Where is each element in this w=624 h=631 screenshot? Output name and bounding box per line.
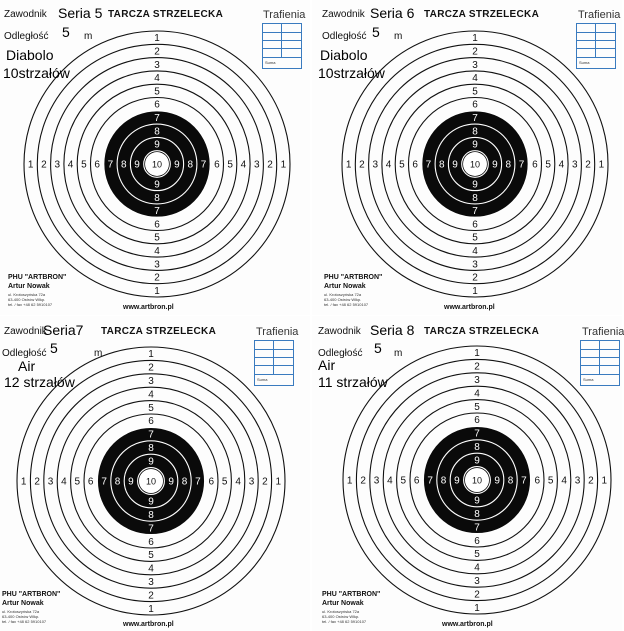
ring-number: 6 <box>148 536 154 548</box>
ring-number: 8 <box>507 475 514 487</box>
vendor-city: 63-400 Ostrów Wlkp. <box>324 297 362 302</box>
ring-number: 1 <box>474 348 480 360</box>
ring-number: 5 <box>221 476 228 488</box>
ring-number: 9 <box>128 476 134 488</box>
ring-number: 3 <box>474 375 480 386</box>
ring-number: 1 <box>598 159 605 171</box>
ring-number: 7 <box>521 475 527 487</box>
distance-label: Odległość <box>2 348 47 359</box>
ring-number: 1 <box>472 285 478 297</box>
ring-number: 7 <box>107 159 114 171</box>
ring-number: 9 <box>454 475 460 487</box>
hits-label: Trafienia <box>263 9 306 21</box>
ring-number: 8 <box>120 159 127 171</box>
vendor-owner: Artur Nowak <box>322 600 364 607</box>
hits-table <box>580 340 620 386</box>
ring-number: 5 <box>474 401 480 413</box>
hits-table <box>254 340 294 386</box>
ring-number: 1 <box>472 33 478 45</box>
ring-number: 1 <box>601 475 608 487</box>
ring-number: 2 <box>154 272 160 284</box>
target-panel-4 <box>312 316 622 631</box>
ring-number: 8 <box>187 159 194 171</box>
ring-number: 9 <box>452 159 458 171</box>
ring-number: 8 <box>505 159 512 171</box>
ring-number: 3 <box>54 159 61 171</box>
target-rings <box>312 316 622 631</box>
ring-number: 4 <box>154 245 160 257</box>
series-label: Seria 5 <box>58 5 103 21</box>
distance-unit: m <box>84 31 93 42</box>
ring-number: 2 <box>588 475 594 487</box>
ring-number: 3 <box>248 476 255 488</box>
ring-number: 4 <box>472 245 478 257</box>
ring-number: 7 <box>148 523 154 535</box>
ring-number: 6 <box>472 219 478 231</box>
hits-table <box>576 23 616 69</box>
ring-number: 4 <box>235 476 241 488</box>
shooter-label: Zawodnik <box>4 9 47 20</box>
pellet-label: Air <box>318 357 336 373</box>
ring-number: 7 <box>200 159 207 171</box>
ring-number-10: 10 <box>471 475 483 486</box>
pellet-label: Diabolo <box>320 47 368 63</box>
ring-number: 3 <box>574 475 581 487</box>
ring-number: 5 <box>472 232 478 244</box>
ring-number: 5 <box>154 232 160 244</box>
distance-value: 5 <box>374 340 382 356</box>
ring-number: 5 <box>399 159 405 171</box>
ring-number: 4 <box>472 73 478 85</box>
ring-number: 6 <box>154 219 160 231</box>
ring-number: 6 <box>474 535 480 547</box>
distance-value: 5 <box>50 340 58 356</box>
ring-number: 4 <box>154 73 160 85</box>
ring-number: 8 <box>438 159 445 171</box>
ring-number: 5 <box>81 159 87 171</box>
ring-number: 1 <box>27 159 34 171</box>
ring-number: 5 <box>474 549 480 561</box>
ring-number: 3 <box>47 476 54 488</box>
ring-number: 6 <box>94 159 100 171</box>
ring-number: 3 <box>148 376 154 387</box>
ring-number: 7 <box>472 112 478 124</box>
vendor-name: PHU "ARTBRON" <box>324 274 383 281</box>
ring-number-10: 10 <box>145 476 157 487</box>
ring-number: 9 <box>154 179 160 191</box>
vendor-owner: Artur Nowak <box>324 283 366 290</box>
ring-number: 2 <box>267 159 273 171</box>
vendor-name: PHU "ARTBRON" <box>2 591 61 598</box>
ring-number: 8 <box>440 475 447 487</box>
ring-number: 8 <box>154 192 160 204</box>
distance-label: Odległość <box>318 348 363 359</box>
ring-number: 2 <box>148 362 154 374</box>
ring-number: 1 <box>154 285 160 297</box>
ring-number: 6 <box>87 476 94 488</box>
ring-number: 3 <box>154 259 160 271</box>
series-label: Seria 8 <box>370 322 415 338</box>
ring-number: 9 <box>474 495 480 507</box>
ring-number: 1 <box>148 603 154 615</box>
ring-number: 3 <box>474 576 480 587</box>
distance-unit: m <box>394 348 403 359</box>
sum-label: Suma <box>257 377 268 382</box>
ring-number: 5 <box>547 475 554 487</box>
distance-label: Odległość <box>4 31 49 42</box>
vendor-phone: tel. / fax +48 62 5910107 <box>2 619 47 624</box>
ring-number: 2 <box>474 361 480 373</box>
ring-number: 5 <box>154 86 160 98</box>
ring-number: 8 <box>472 126 478 138</box>
ring-number-10: 10 <box>151 159 163 170</box>
sum-label: Suma <box>265 60 276 65</box>
ring-number: 2 <box>585 159 591 171</box>
vendor-name: PHU "ARTBRON" <box>8 274 67 281</box>
hits-table <box>262 23 302 69</box>
ring-number: 8 <box>148 443 154 454</box>
ring-number: 6 <box>214 159 220 171</box>
ring-number: 4 <box>148 389 154 401</box>
ring-number: 6 <box>532 159 538 171</box>
ring-number: 1 <box>275 476 282 488</box>
ring-number: 3 <box>253 159 260 171</box>
ring-number: 6 <box>534 475 541 487</box>
ring-number: 7 <box>425 159 432 171</box>
ring-number: 4 <box>61 476 67 488</box>
ring-number: 5 <box>472 86 478 98</box>
ring-number: 9 <box>154 139 160 151</box>
target-title: TARCZA STRZELECKA <box>424 9 540 20</box>
distance-label: Odległość <box>322 31 367 42</box>
ring-number: 8 <box>114 476 121 488</box>
ring-number: 5 <box>148 402 154 414</box>
ring-number: 6 <box>148 416 154 428</box>
ring-number: 8 <box>474 442 480 453</box>
ring-number: 9 <box>134 159 140 171</box>
ring-number: 5 <box>400 475 407 487</box>
ring-number: 7 <box>427 475 433 487</box>
ring-number: 4 <box>148 563 154 575</box>
ring-number: 2 <box>472 272 478 284</box>
pellet-label: Diabolo <box>6 47 54 63</box>
shooter-label: Zawodnik <box>4 326 47 337</box>
ring-number: 7 <box>472 206 478 218</box>
ring-number: 7 <box>518 159 525 171</box>
ring-number: 6 <box>472 99 478 111</box>
ring-number: 5 <box>545 159 551 171</box>
distance-unit: m <box>394 31 403 42</box>
ring-number: 8 <box>181 476 188 488</box>
ring-number: 1 <box>154 33 160 45</box>
ring-number: 3 <box>373 475 380 487</box>
sum-label: Suma <box>583 377 594 382</box>
vendor-phone: tel. / fax +48 62 5910107 <box>324 302 369 307</box>
ring-number: 2 <box>41 159 47 171</box>
ring-number: 2 <box>360 475 366 487</box>
ring-number: 1 <box>474 602 480 614</box>
vendor-street: ul. Krotoszyńska 72a <box>324 292 362 297</box>
ring-number: 7 <box>148 429 154 441</box>
ring-number: 7 <box>195 476 201 488</box>
ring-number: 2 <box>34 476 40 488</box>
ring-number: 7 <box>154 206 160 218</box>
ring-number: 9 <box>492 159 498 171</box>
vendor-owner: Artur Nowak <box>8 283 50 290</box>
ring-number: 3 <box>154 59 160 71</box>
ring-number: 8 <box>154 126 160 138</box>
ring-number: 2 <box>262 476 268 488</box>
ring-number: 6 <box>154 99 160 111</box>
ring-number: 7 <box>474 522 480 534</box>
ring-number: 6 <box>413 475 420 487</box>
ring-number: 2 <box>359 159 365 171</box>
ring-number: 4 <box>385 159 392 171</box>
ring-number: 6 <box>208 476 215 488</box>
vendor-street: ul. Krotoszyńska 72a <box>8 292 46 297</box>
sum-label: Suma <box>579 60 590 65</box>
ring-number: 1 <box>345 159 352 171</box>
ring-number: 5 <box>227 159 233 171</box>
shooter-label: Zawodnik <box>318 326 361 337</box>
ring-number: 4 <box>474 562 480 574</box>
shots-label: 11 strzałów <box>318 374 388 390</box>
ring-number: 9 <box>472 179 478 191</box>
ring-number: 8 <box>474 509 480 520</box>
pellet-label: Air <box>18 358 36 374</box>
ring-number: 5 <box>74 476 81 488</box>
ring-number: 3 <box>472 259 478 271</box>
ring-number: 4 <box>387 475 393 487</box>
ring-number: 4 <box>240 159 247 171</box>
ring-number: 1 <box>20 476 27 488</box>
ring-number: 9 <box>174 159 180 171</box>
ring-number: 3 <box>372 159 379 171</box>
vendor-city: 63-400 Ostrów Wlkp. <box>8 297 46 302</box>
ring-number: 9 <box>148 496 154 508</box>
ring-number: 9 <box>148 456 154 468</box>
ring-number: 1 <box>280 159 287 171</box>
vendor-phone: tel. / fax +48 62 5910107 <box>322 619 367 624</box>
shots-label: 12 strzałów <box>4 374 75 390</box>
vendor-city: 63-400 Ostrów Wlkp. <box>2 614 40 619</box>
target-panel-3 <box>0 316 310 631</box>
ring-number: 3 <box>472 59 478 71</box>
ring-number: 1 <box>346 475 353 487</box>
hits-label: Trafienia <box>578 9 621 21</box>
ring-number: 2 <box>154 46 160 58</box>
ring-number-10: 10 <box>469 159 481 170</box>
vendor-city: 63-400 Ostrów Wlkp. <box>322 614 360 619</box>
series-label: Seria 6 <box>370 5 415 21</box>
hits-label: Trafienia <box>582 326 624 338</box>
ring-number: 4 <box>474 388 480 400</box>
ring-number: 7 <box>154 112 160 124</box>
ring-number: 7 <box>101 476 107 488</box>
ring-number: 3 <box>148 577 154 588</box>
ring-number: 9 <box>472 139 478 151</box>
website-label: www.artbron.pl <box>442 621 493 628</box>
target-title: TARCZA STRZELECKA <box>424 326 540 337</box>
shooter-label: Zawodnik <box>322 9 365 20</box>
shots-label: 10strzałów <box>3 65 70 81</box>
ring-number: 9 <box>494 475 500 487</box>
ring-number: 4 <box>67 159 74 171</box>
distance-unit: m <box>94 348 103 359</box>
hits-label: Trafienia <box>256 326 299 338</box>
ring-number: 7 <box>474 428 480 440</box>
ring-number: 4 <box>558 159 565 171</box>
ring-number: 2 <box>474 589 480 601</box>
vendor-street: ul. Krotoszyńska 72a <box>2 609 40 614</box>
ring-number: 6 <box>474 415 480 427</box>
target-title: TARCZA STRZELECKA <box>101 326 217 337</box>
ring-number: 1 <box>148 349 154 361</box>
target-panel-1 <box>0 0 310 315</box>
distance-value: 5 <box>372 24 380 40</box>
vendor-owner: Artur Nowak <box>2 600 44 607</box>
ring-number: 5 <box>148 550 154 562</box>
series-label: Seria7 <box>43 322 84 338</box>
ring-number: 2 <box>148 590 154 602</box>
website-label: www.artbron.pl <box>123 304 174 311</box>
ring-number: 3 <box>571 159 578 171</box>
website-label: www.artbron.pl <box>444 304 495 311</box>
website-label: www.artbron.pl <box>123 621 174 628</box>
vendor-phone: tel. / fax +48 62 5910107 <box>8 302 53 307</box>
ring-number: 9 <box>474 455 480 467</box>
ring-number: 2 <box>472 46 478 58</box>
shots-label: 10strzałów <box>318 65 385 81</box>
vendor-street: ul. Krotoszyńska 72a <box>322 609 360 614</box>
vendor-name: PHU "ARTBRON" <box>322 591 381 598</box>
ring-number: 4 <box>561 475 567 487</box>
ring-number: 8 <box>148 510 154 521</box>
ring-number: 8 <box>472 192 478 204</box>
ring-number: 6 <box>412 159 418 171</box>
target-panel-2 <box>312 0 622 315</box>
distance-value: 5 <box>62 24 70 40</box>
target-title: TARCZA STRZELECKA <box>108 9 224 20</box>
ring-number: 9 <box>168 476 174 488</box>
